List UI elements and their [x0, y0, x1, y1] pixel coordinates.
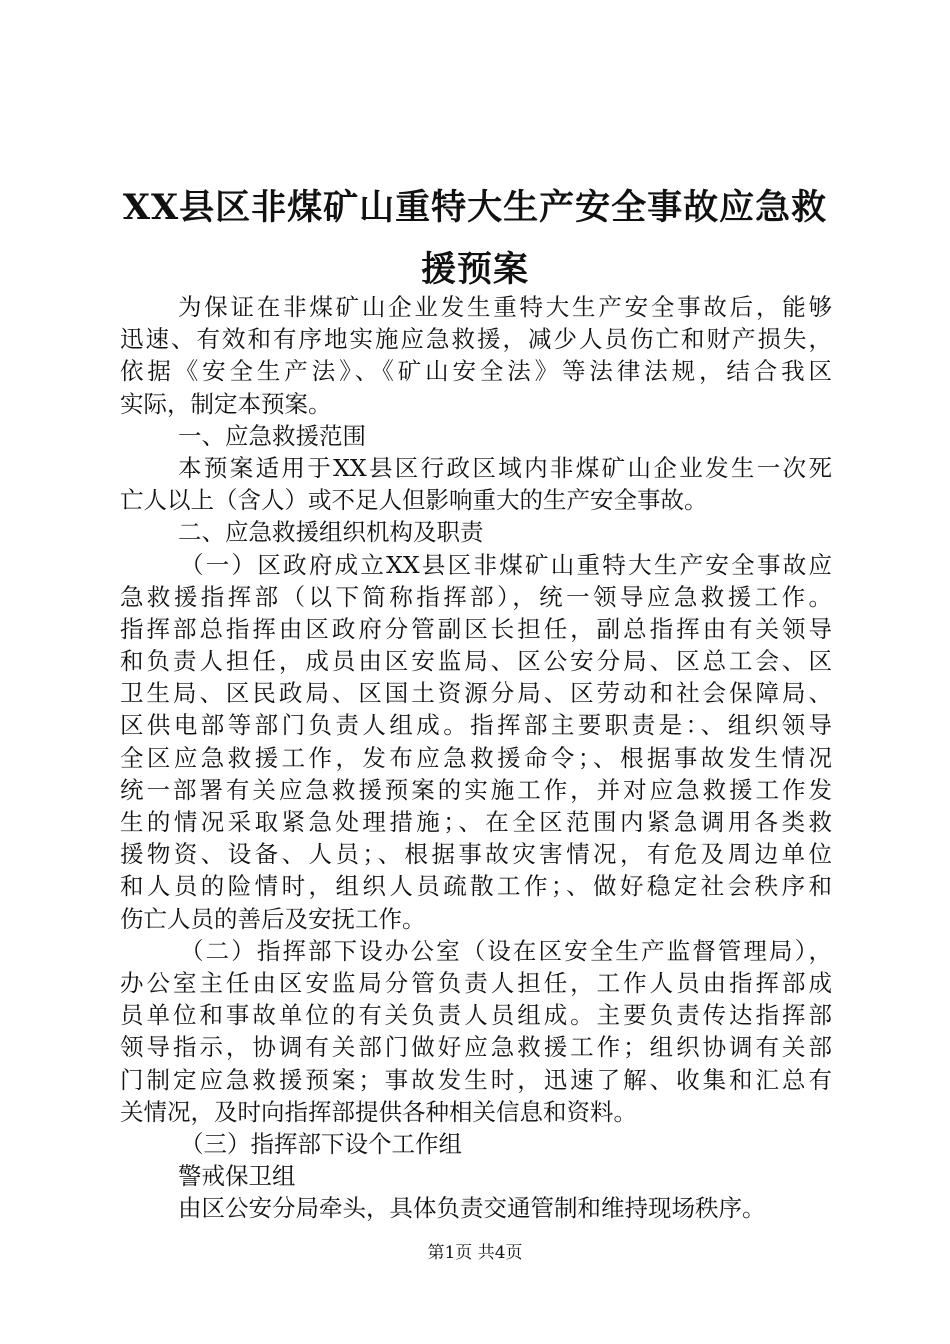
- paragraph-line: 员单位和事故单位的有关负责人员组成。主要负责传达指挥部: [120, 1001, 832, 1030]
- paragraph-line: 由区公安分局牵头，具体负责交通管制和维持现场秩序。: [178, 1194, 766, 1223]
- paragraph-line: 区供电部等部门负责人组成。指挥部主要职责是：、组织领导: [120, 711, 832, 740]
- paragraph-line: 全区应急救援工作，发布应急救援命令；、根据事故发生情况: [120, 743, 832, 772]
- section-heading: （三）指挥部下设个工作组: [180, 1129, 462, 1158]
- paragraph-line: 关情况，及时向指挥部提供各种相关信息和资料。: [120, 1097, 637, 1126]
- paragraph-line: 统一部署有关应急救援预案的实施工作，并对应急救援工作发: [120, 775, 832, 804]
- paragraph-line: 本预案适用于XX县区行政区域内非煤矿山企业发生一次死: [178, 453, 832, 482]
- paragraph-line: 实际，制定本预案。: [120, 389, 332, 418]
- paragraph-line: （一）区政府成立XX县区非煤矿山重特大生产安全事故应: [180, 550, 832, 579]
- paragraph-line: 门制定应急救援预案；事故发生时，迅速了解、收集和汇总有: [120, 1065, 832, 1094]
- section-heading: 警戒保卫组: [178, 1162, 296, 1191]
- paragraph-line: 伤亡人员的善后及安抚工作。: [120, 904, 426, 933]
- paragraph-line: 指挥部总指挥由区政府分管副区长担任，副总指挥由有关领导: [120, 614, 832, 643]
- paragraph-line: 援物资、设备、人员；、根据事故灾害情况，有危及周边单位: [120, 840, 832, 869]
- paragraph-line: 迅速、有效和有序地实施应急救援，减少人员伤亡和财产损失，: [120, 325, 832, 354]
- paragraph-line: 和人员的险情时，组织人员疏散工作；、做好稳定社会秩序和: [120, 872, 832, 901]
- paragraph-line: 依据《安全生产法》、《矿山安全法》等法律法规，结合我区: [120, 357, 832, 386]
- paragraph-line: 卫生局、区民政局、区国土资源分局、区劳动和社会保障局、: [120, 679, 832, 708]
- paragraph-line: 急救援指挥部（以下简称指挥部），统一领导应急救援工作。: [120, 582, 832, 611]
- paragraph-line: （二）指挥部下设办公室（设在区安全生产监督管理局），: [180, 936, 832, 965]
- paragraph-line: 办公室主任由区安监局分管负责人担任，工作人员由指挥部成: [120, 968, 832, 997]
- section-heading: 二、应急救援组织机构及职责: [178, 518, 484, 547]
- paragraph-line: 生的情况采取紧急处理措施；、在全区范围内紧急调用各类救: [120, 808, 832, 836]
- document-body: [120, 291, 832, 1224]
- paragraph-line: 领导指示，协调有关部门做好应急救援工作；组织协调有关部: [120, 1033, 832, 1062]
- paragraph-line: 和负责人担任，成员由区安监局、区公安分局、区总工会、区: [120, 647, 832, 676]
- document-title-line2: 援预案: [420, 249, 529, 290]
- section-heading: 一、应急救援范围: [178, 421, 366, 450]
- document-title-line1: XX县区非煤矿山重特大生产安全事故应急救: [122, 187, 828, 228]
- paragraph-line: 亡人以上（含人）或不足人但影响重大的生产安全事故。: [120, 486, 708, 515]
- page-number-footer: 第1页 共4页: [427, 1243, 523, 1263]
- paragraph-line: 为保证在非煤矿山企业发生重特大生产安全事故后，能够: [178, 293, 832, 321]
